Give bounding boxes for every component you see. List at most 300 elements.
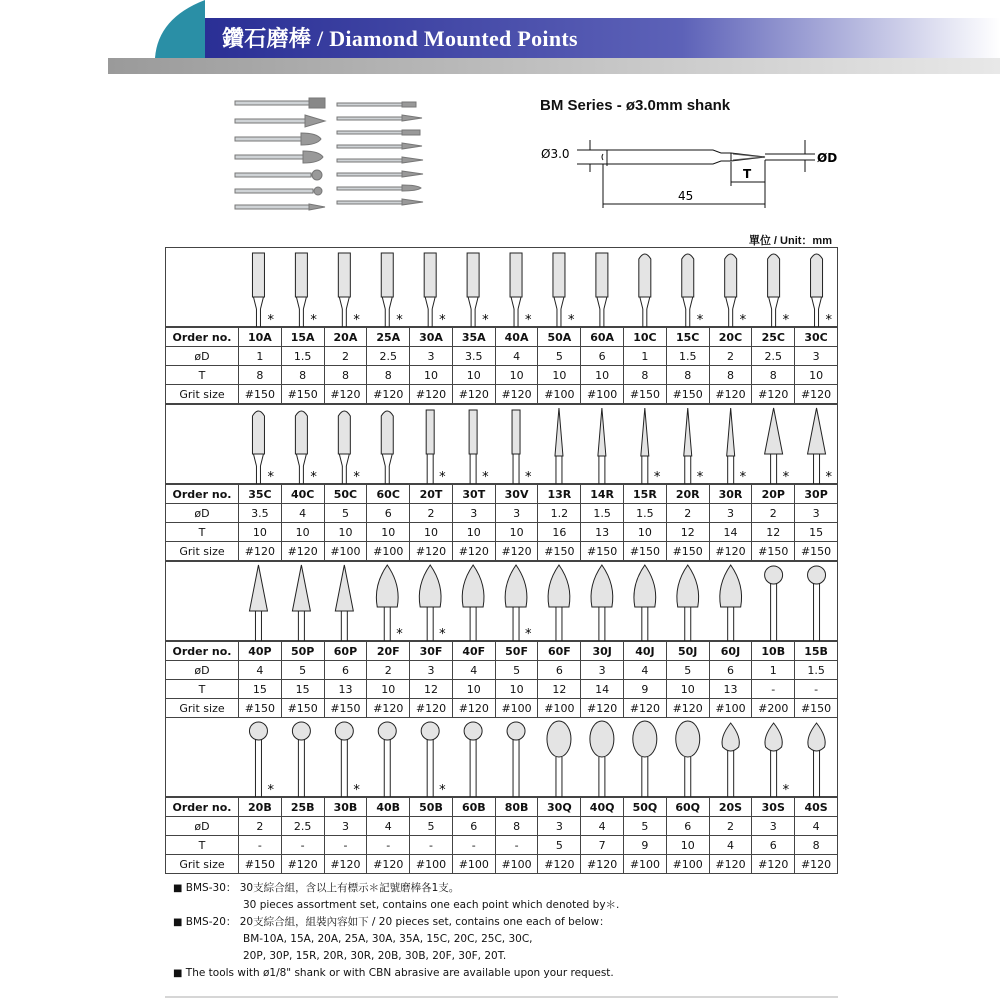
spec-cell-d: 1.5 [281,347,324,366]
spec-cell-t: - [495,836,538,855]
spec-cell-grit: #120 [324,855,367,874]
spec-cell-order: 40S [795,798,838,817]
tool-flame-drawing [720,565,742,641]
row-label: T [166,366,239,385]
tool-point-drawing [292,565,310,641]
spec-cell-d: 3 [538,817,581,836]
spec-cell-order: 15C [666,328,709,347]
spec-cell-d: 2 [239,817,282,836]
spec-cell-grit: #120 [795,385,838,404]
photo-tool-set [337,102,423,205]
spec-cell-grit: #150 [581,542,624,561]
t-label: T [743,167,752,181]
row-label: Order no. [166,798,239,817]
spec-cell-grit: #120 [581,699,624,718]
drawing-d-dimension [765,140,815,172]
spec-cell-t: 8 [281,366,324,385]
spec-cell-t: 10 [239,523,282,542]
spec-cell-t: 10 [410,523,453,542]
bms20-label: BMS-20： [185,916,237,928]
spec-cell-grit: #120 [581,855,624,874]
spec-cell-t: - [324,836,367,855]
spec-cell-t: 8 [709,366,752,385]
star-icon: * [653,470,661,484]
spec-cell-d: 4 [367,817,410,836]
spec-cell-t: 10 [538,366,581,385]
tool-round-drawing [295,411,307,484]
spec-cell-order: 25C [752,328,795,347]
tool-drop-drawing [808,723,825,797]
spec-cell-grit: #120 [452,699,495,718]
spec-cell-order: 40J [624,642,667,661]
bms20-description: 20支綜合組，組裝內容如下 / 20 pieces set, contains one each of below： [239,916,610,928]
spec-cell-grit: #150 [624,542,667,561]
tool-ball-drawing [464,722,482,797]
spec-row-d [166,817,838,836]
spec-cell-order: 15B [795,642,838,661]
spec-block-4 [165,717,838,874]
spec-row-grit [166,542,838,561]
spec-cell-grit: #120 [452,385,495,404]
star-icon: * [782,313,790,327]
row-label: T [166,836,239,855]
spec-cell-d: 2 [410,504,453,523]
tool-drawings-row [165,404,838,484]
spec-cell-t: 8 [624,366,667,385]
spec-cell-t: 10 [452,680,495,699]
note-bms30 [173,880,853,897]
photo-tool-needle [235,204,325,210]
spec-cell-order: 20B [239,798,282,817]
spec-block-3 [165,561,838,718]
row-label: Order no. [166,642,239,661]
spec-cell-d: 3.5 [452,347,495,366]
tool-drawings-row [165,717,838,797]
tool-egg-drawing [547,721,571,797]
spec-cell-d: 3 [709,504,752,523]
tool-flame-drawing [462,565,484,641]
spec-cell-order: 20R [666,485,709,504]
tool-cyl-drawing [596,253,608,327]
photo-tool-ball [235,187,322,195]
tool-ball-drawing [808,566,826,641]
tool-point-drawing [335,565,353,641]
spec-cell-grit: #150 [239,699,282,718]
tool-needle-drawing [598,408,606,484]
spec-cell-order: 60P [324,642,367,661]
spec-cell-d: 3 [581,661,624,680]
tool-drop-drawing [765,723,782,797]
shank-diameter-label: Ø3.0 [541,147,570,161]
spec-cell-order: 25A [367,328,410,347]
spec-cell-d: 2 [709,347,752,366]
spec-cell-grit: #100 [709,699,752,718]
spec-cell-t: 15 [281,680,324,699]
star-icon: * [396,627,403,641]
spec-cell-order: 30J [581,642,624,661]
spec-cell-d: 1.5 [624,504,667,523]
spec-cell-grit: #200 [752,699,795,718]
spec-cell-grit: #100 [538,699,581,718]
spec-cell-d: 1 [239,347,282,366]
spec-row-order [166,485,838,504]
spec-cell-d: 5 [666,661,709,680]
spec-cell-grit: #150 [624,385,667,404]
spec-cell-grit: #120 [666,699,709,718]
spec-cell-t: 15 [795,523,838,542]
star-icon: * [396,313,403,327]
spec-cell-d: 1.5 [666,347,709,366]
spec-cell-d: 6 [324,661,367,680]
spec-cell-t: - [752,680,795,699]
spec-cell-order: 35C [239,485,282,504]
star-icon: * [267,313,274,327]
spec-cell-d: 3 [410,661,453,680]
photo-tool-point [235,115,325,127]
spec-cell-d: 2 [666,504,709,523]
spec-cell-grit: #150 [239,855,282,874]
spec-row-order [166,328,838,347]
tool-round-drawing [768,254,780,327]
product-photo [225,93,455,223]
spec-cell-t: 14 [581,680,624,699]
spec-cell-order: 60A [581,328,624,347]
spec-cell-t: 10 [367,680,410,699]
tool-drawings-row [165,247,838,327]
spec-cell-d: 2 [324,347,367,366]
tool-flame-drawing [677,565,699,641]
bms30-description-zh: 30支綜合組，含以上有標示＊記號磨棒各1支。 [239,882,460,894]
spec-cell-order: 20A [324,328,367,347]
spec-cell-t: - [452,836,495,855]
spec-cell-grit: #150 [281,699,324,718]
star-icon: * [353,313,360,327]
spec-cell-d: 1 [752,661,795,680]
star-icon: * [482,470,489,484]
spec-table [165,641,838,718]
spec-cell-order: 20C [709,328,752,347]
bms20-list-1: BM-10A, 15A, 20A, 25A, 30A, 35A, 15C, 20C, 25C, 30C, [243,933,533,945]
tool-flame-drawing [505,565,527,641]
spec-cell-grit: #120 [367,699,410,718]
spec-cell-order: 40Q [581,798,624,817]
spec-cell-d: 2.5 [367,347,410,366]
tool-ball-drawing [507,722,525,797]
spec-cell-grit: #150 [324,699,367,718]
spec-cell-order: 35A [452,328,495,347]
star-icon: * [782,470,790,484]
spec-cell-order: 80B [495,798,538,817]
spec-cell-grit: #100 [495,699,538,718]
spec-cell-d: 5 [281,661,324,680]
spec-cell-t: 10 [581,366,624,385]
spec-cell-grit: #120 [281,542,324,561]
spec-cell-order: 30C [795,328,838,347]
spec-row-t [166,366,838,385]
spec-cell-d: 4 [581,817,624,836]
spec-cell-order: 40B [367,798,410,817]
spec-cell-d: 6 [538,661,581,680]
tool-ball-drawing [765,566,783,641]
spec-cell-order: 40F [452,642,495,661]
spec-cell-t: 15 [239,680,282,699]
spec-cell-d: 5 [410,817,453,836]
spec-cell-d: 1.2 [538,504,581,523]
bullet-square-icon: ■ [173,968,183,979]
spec-cell-d: 4 [281,504,324,523]
spec-cell-order: 25B [281,798,324,817]
spec-cell-t: 13 [709,680,752,699]
spec-cell-grit: #100 [581,385,624,404]
spec-table [165,327,838,404]
spec-cell-d: 3 [752,817,795,836]
spec-cell-d: 2.5 [281,817,324,836]
tool-round-drawing [338,411,350,484]
star-icon: * [567,313,575,327]
header-underline [108,58,1000,74]
spec-cell-order: 30R [709,485,752,504]
spec-cell-grit: #100 [495,855,538,874]
spec-cell-t: 8 [795,836,838,855]
page-header [0,0,1000,75]
tool-cyl-drawing [510,253,522,327]
spec-cell-t: 13 [581,523,624,542]
spec-cell-d: 5 [538,347,581,366]
spec-cell-t: 10 [452,366,495,385]
row-label: T [166,523,239,542]
tool-point-drawing [765,408,783,484]
spec-cell-order: 30P [795,485,838,504]
spec-cell-order: 50Q [624,798,667,817]
star-icon: * [825,313,833,327]
unit-note: 單位 / Unit：mm [748,235,832,247]
star-icon: * [782,783,790,797]
spec-cell-grit: #100 [452,855,495,874]
spec-cell-t: - [367,836,410,855]
spec-cell-grit: #100 [666,855,709,874]
spec-cell-d: 6 [452,817,495,836]
spec-cell-grit: #120 [495,385,538,404]
photo-tool-ball [235,170,322,180]
spec-cell-order: 20F [367,642,410,661]
tool-round-drawing [252,411,264,484]
spec-cell-order: 30B [324,798,367,817]
spec-cell-grit: #120 [752,855,795,874]
tool-round-drawing [725,254,737,327]
spec-cell-t: - [239,836,282,855]
tool-taper-drawing [426,410,434,484]
tool-taper-drawing [512,410,520,484]
star-icon: * [439,783,446,797]
spec-cell-grit: #120 [410,385,453,404]
spec-cell-grit: #150 [795,542,838,561]
row-label: øD [166,504,239,523]
spec-cell-d: 2 [709,817,752,836]
spec-cell-t: 10 [367,523,410,542]
spec-cell-t: 5 [538,836,581,855]
star-icon: * [696,313,704,327]
spec-cell-t: 8 [324,366,367,385]
tool-point-drawing [249,565,267,641]
tools-note: The tools with ø1/8" shank or with CBN abrasive are available upon your request. [185,967,614,979]
spec-cell-t: 10 [324,523,367,542]
spec-cell-order: 10A [239,328,282,347]
photo-tool-flame [235,151,323,163]
spec-cell-t: 10 [281,523,324,542]
dimension-drawing [535,128,845,213]
spec-cell-t: 8 [239,366,282,385]
spec-row-order [166,642,838,661]
spec-cell-t: 10 [452,523,495,542]
spec-cell-order: 60J [709,642,752,661]
star-icon: * [739,313,747,327]
spec-cell-t: 10 [410,366,453,385]
spec-cell-d: 1.5 [795,661,838,680]
spec-cell-d: 2 [367,661,410,680]
spec-row-d [166,347,838,366]
header-accent [155,0,205,58]
spec-cell-grit: #120 [452,542,495,561]
tool-ball-drawing [335,722,353,797]
spec-cell-grit: #120 [709,385,752,404]
star-icon: * [353,783,360,797]
spec-cell-t: 10 [495,680,538,699]
spec-cell-t: 16 [538,523,581,542]
row-label: T [166,680,239,699]
row-label: Grit size [166,385,239,404]
spec-cell-t: 6 [752,836,795,855]
row-label: Grit size [166,542,239,561]
spec-cell-order: 60Q [666,798,709,817]
bms20-list-2: 20P, 30P, 15R, 20R, 30R, 20B, 30B, 20F, 30F, 20T. [243,950,507,962]
spec-block-1 [165,247,838,404]
star-icon: * [525,313,532,327]
row-label: øD [166,661,239,680]
spec-cell-order: 20S [709,798,752,817]
note-bms20 [173,914,853,931]
spec-cell-order: 20T [410,485,453,504]
page-title: 鑽石磨棒 / Diamond Mounted Points [222,26,578,51]
spec-cell-order: 50B [410,798,453,817]
spec-cell-t: 12 [752,523,795,542]
spec-cell-d: 5 [324,504,367,523]
tool-cyl-drawing [424,253,436,327]
spec-cell-t: 12 [410,680,453,699]
spec-cell-d: 1.5 [581,504,624,523]
bullet-square-icon: ■ [173,917,183,928]
spec-cell-order: 30T [452,485,495,504]
star-icon: * [267,783,274,797]
tool-taper-drawing [469,410,477,484]
tool-cyl-drawing [295,253,307,327]
spec-cell-d: 3 [452,504,495,523]
spec-row-t [166,523,838,542]
notes [173,880,853,982]
length-label: 45 [678,189,694,203]
spec-cell-order: 50J [666,642,709,661]
spec-cell-grit: #120 [281,855,324,874]
spec-cell-t: 7 [581,836,624,855]
star-icon: * [825,470,833,484]
spec-cell-order: 30F [410,642,453,661]
spec-cell-order: 30Q [538,798,581,817]
spec-cell-order: 10B [752,642,795,661]
spec-cell-grit: #120 [367,855,410,874]
tool-cyl-drawing [553,253,565,327]
tool-flame-drawing [634,565,656,641]
spec-cell-grit: #120 [624,699,667,718]
spec-cell-t: 8 [367,366,410,385]
photo-tool-flame [235,133,321,145]
spec-cell-t: 12 [538,680,581,699]
drawing-tool-outline [602,150,765,166]
spec-cell-grit: #100 [624,855,667,874]
spec-cell-d: 6 [666,817,709,836]
tool-ball-drawing [421,722,439,797]
spec-cell-order: 60B [452,798,495,817]
spec-block-2 [165,404,838,561]
spec-cell-t: 4 [709,836,752,855]
star-icon: * [439,627,446,641]
spec-cell-order: 10C [624,328,667,347]
spec-cell-t: - [281,836,324,855]
spec-cell-order: 15R [624,485,667,504]
spec-cell-t: 14 [709,523,752,542]
series-title: BM Series - ø3.0mm shank [540,97,731,114]
bms30-label: BMS-30： [185,882,237,894]
star-icon: * [696,470,704,484]
spec-cell-d: 4 [452,661,495,680]
tool-ball-drawing [292,722,310,797]
star-icon: * [525,470,532,484]
tool-egg-drawing [590,721,614,797]
star-icon: * [482,313,489,327]
spec-cell-t: 12 [666,523,709,542]
spec-row-grit [166,699,838,718]
spec-cell-d: 5 [624,817,667,836]
spec-cell-t: 10 [624,523,667,542]
spec-cell-t: 8 [666,366,709,385]
row-label: Order no. [166,485,239,504]
spec-cell-grit: #150 [281,385,324,404]
tool-egg-drawing [676,721,700,797]
spec-cell-t: - [410,836,453,855]
tool-round-drawing [811,254,823,327]
spec-cell-grit: #150 [795,699,838,718]
spec-cell-t: 10 [495,366,538,385]
spec-cell-d: 4 [795,817,838,836]
row-label: øD [166,817,239,836]
tool-cyl-drawing [467,253,479,327]
spec-cell-d: 5 [495,661,538,680]
spec-table [165,797,838,874]
spec-cell-grit: #120 [324,385,367,404]
spec-cell-order: 40C [281,485,324,504]
spec-cell-t: 8 [752,366,795,385]
spec-cell-order: 14R [581,485,624,504]
tool-round-drawing [639,254,651,327]
spec-cell-d: 4 [495,347,538,366]
spec-cell-order: 13R [538,485,581,504]
spec-cell-t: 10 [666,680,709,699]
spec-cell-grit: #120 [495,542,538,561]
spec-cell-t: 10 [795,366,838,385]
spec-cell-grit: #150 [666,542,709,561]
spec-row-t [166,680,838,699]
tool-cyl-drawing [338,253,350,327]
spec-cell-grit: #150 [239,385,282,404]
spec-cell-order: 50A [538,328,581,347]
